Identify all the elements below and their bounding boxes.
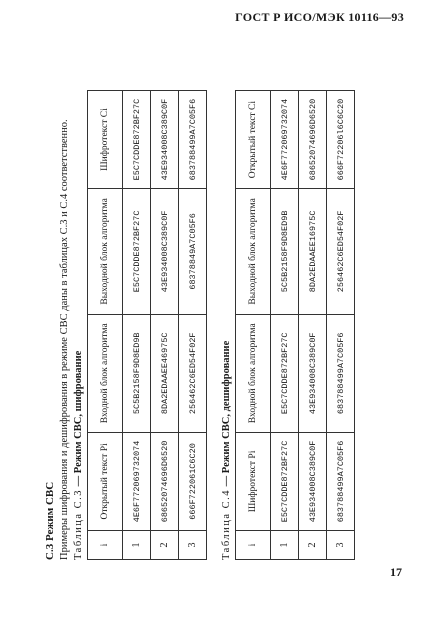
table3-header-input-block: Входной блок алгоритма <box>88 314 123 432</box>
intro-paragraph: Примеры шифрования и дешифрования в режиме СВС даны в таблицах С.3 и С.4 соответственно. <box>59 119 70 560</box>
table-cell: 8DA2EDAAEE46975C <box>151 314 179 432</box>
table-row <box>327 91 355 560</box>
rotated-content <box>44 60 404 560</box>
table4-caption-prefix: Таблица С.4 <box>221 488 232 560</box>
table4-header-input-block: Входной блок алгоритма <box>236 314 271 432</box>
document-header: ГОСТ Р ИСО/МЭК 10116—93 <box>235 10 404 24</box>
section-title: С.3 Режим СВС <box>44 481 56 560</box>
table-cell: 666F72206l6C6C20 <box>327 91 355 189</box>
table-cell: 3 <box>179 531 207 560</box>
table-row <box>123 91 151 560</box>
table-cell: 5C5B2158F9D8ED9B <box>271 189 299 315</box>
table-cell: 256462C6ED54F02F <box>327 189 355 315</box>
table-cell: 1 <box>271 531 299 560</box>
table-row <box>179 91 207 560</box>
table-cell: 683788499A7C05F6 <box>327 432 355 530</box>
table4-header-row <box>236 91 271 560</box>
table-cell: 2 <box>299 531 327 560</box>
table3-header-i: i <box>88 531 123 560</box>
table4-header-ciphertext: Шифротекст Pi <box>236 432 271 530</box>
table-cell: 68652074696D6520 <box>151 432 179 530</box>
table3-caption <box>73 60 84 560</box>
table-cell: 5C5B2158F9D8ED9B <box>123 314 151 432</box>
table4-header-plaintext: Открытый текст Ci <box>236 91 271 189</box>
table-cell: 683788499A7C05F6 <box>327 314 355 432</box>
table-cell: 8DA2EDAAEE16975C <box>299 189 327 315</box>
table-cell: 68378849A7C05F6 <box>179 189 207 315</box>
table-cell: E5C7CDDE872BF27C <box>123 189 151 315</box>
table4-caption <box>221 60 232 560</box>
page-number: 17 <box>390 565 402 579</box>
table-c3 <box>87 90 207 560</box>
table-cell: 43E934008C389C0F <box>151 91 179 189</box>
table3-caption-prefix: Таблица С.3 <box>73 488 84 560</box>
table-cell: 68652074696D6520 <box>299 91 327 189</box>
table-c4 <box>235 90 355 560</box>
table-cell: E5C7CDDE872BF27C <box>271 432 299 530</box>
table-cell: 1 <box>123 531 151 560</box>
table3-header-row <box>88 91 123 560</box>
table3-header-ciphertext: Шифротекст Ci <box>88 91 123 189</box>
table4-header-i: i <box>236 531 271 560</box>
table-row <box>271 91 299 560</box>
table-cell: 43E934008C389C0F <box>151 189 179 315</box>
table3-caption-title: — Режим СВС, шифрование <box>73 350 84 487</box>
table4-caption-title: — Режим СВС, дешифрование <box>221 340 232 487</box>
table-cell: 3 <box>327 531 355 560</box>
table-cell: E5C7CDDE872BF27C <box>123 91 151 189</box>
table-cell: 4E6F772069732074 <box>123 432 151 530</box>
table4-header-output-block: Выходной блок алгоритма <box>236 189 271 315</box>
table-cell: 43E934008C389C0F <box>299 432 327 530</box>
table-row <box>151 91 179 560</box>
table-cell: 2 <box>151 531 179 560</box>
table3-header-output-block: Выходной блок алгоритма <box>88 189 123 315</box>
table-row <box>299 91 327 560</box>
table-cell: 683788499A7C05F6 <box>179 91 207 189</box>
table-cell: 666F722061C6C20 <box>179 432 207 530</box>
table3-header-plaintext: Открытый текст Pi <box>88 432 123 530</box>
table-cell: 4E6F772069732074 <box>271 91 299 189</box>
table-cell: 256462C6ED54F02F <box>179 314 207 432</box>
table-cell: E5C7CDDE872BF27C <box>271 314 299 432</box>
table-cell: 43E934008C389C0F <box>299 314 327 432</box>
